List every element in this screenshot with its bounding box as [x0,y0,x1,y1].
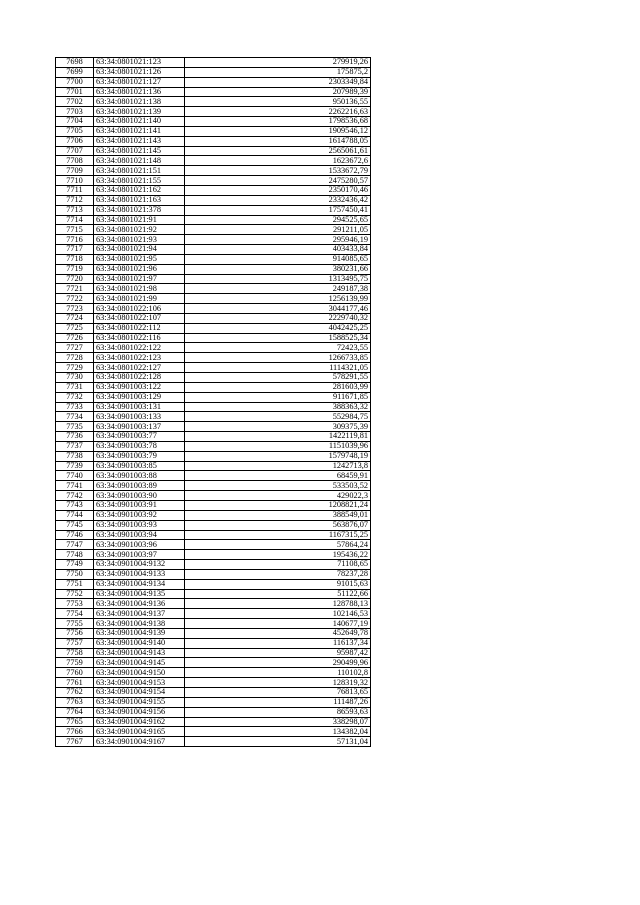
cadastral-number-cell: 63:34:0901004:9165 [94,727,185,737]
cadastral-number-cell: 63:34:0901004:9133 [94,569,185,579]
cadastral-number-cell: 63:34:0801021:163 [94,195,185,205]
cadastral-value-cell: 1313495,75 [185,274,371,284]
row-number-cell: 7738 [56,451,94,461]
cadastral-value-cell: 1757450,41 [185,205,371,215]
cadastral-number-cell: 63:34:0901003:77 [94,432,185,442]
cadastral-value-cell: 72423,55 [185,343,371,353]
table-body [56,58,371,747]
cadastral-number-cell: 63:34:0901004:9153 [94,678,185,688]
table-row [56,343,371,353]
row-number-cell: 7762 [56,688,94,698]
table-row [56,619,371,629]
cadastral-number-cell: 63:34:0901004:9134 [94,579,185,589]
cadastral-number-cell: 63:34:0901004:9150 [94,668,185,678]
row-number-cell: 7749 [56,560,94,570]
cadastral-number-cell: 63:34:0801021:123 [94,58,185,68]
cadastral-value-cell: 429022,3 [185,491,371,501]
cadastral-number-cell: 63:34:0901004:9132 [94,560,185,570]
cadastral-value-cell: 914085,65 [185,254,371,264]
table-row [56,668,371,678]
row-number-cell: 7716 [56,235,94,245]
row-number-cell: 7751 [56,579,94,589]
cadastral-value-cell: 290499,96 [185,658,371,668]
cadastral-value-cell: 388549,01 [185,510,371,520]
cadastral-value-cell: 2475280,57 [185,176,371,186]
row-number-cell: 7746 [56,530,94,540]
cadastral-value-cell: 2332436,42 [185,195,371,205]
table-row [56,235,371,245]
row-number-cell: 7755 [56,619,94,629]
table-row [56,441,371,451]
cadastral-value-cell: 309375,39 [185,422,371,432]
cadastral-number-cell: 63:34:0801021:140 [94,117,185,127]
table-row [56,432,371,442]
row-number-cell: 7729 [56,363,94,373]
row-number-cell: 7747 [56,540,94,550]
table-row [56,77,371,87]
table-row [56,146,371,156]
cadastral-number-cell: 63:34:0801021:155 [94,176,185,186]
cadastral-value-cell: 295946,19 [185,235,371,245]
cadastral-value-cell: 128319,32 [185,678,371,688]
row-number-cell: 7722 [56,294,94,304]
row-number-cell: 7758 [56,648,94,658]
cadastral-number-cell: 63:34:0801022:127 [94,363,185,373]
table-row [56,392,371,402]
cadastral-value-cell: 1533672,79 [185,166,371,176]
cadastral-number-cell: 63:34:0801022:116 [94,333,185,343]
cadastral-number-cell: 63:34:0901004:9135 [94,589,185,599]
cadastral-number-cell: 63:34:0801021:95 [94,254,185,264]
table-row [56,294,371,304]
table-row [56,697,371,707]
cadastral-value-cell: 1798536,68 [185,117,371,127]
table-row [56,313,371,323]
table-row [56,107,371,117]
table-row [56,500,371,510]
cadastral-number-cell: 63:34:0901004:9145 [94,658,185,668]
cadastral-value-cell: 111487,26 [185,697,371,707]
cadastral-value-cell: 78237,28 [185,569,371,579]
cadastral-value-cell: 102146,53 [185,609,371,619]
table-row [56,451,371,461]
cadastral-value-cell: 552984,75 [185,412,371,422]
cadastral-number-cell: 63:34:0901004:9138 [94,619,185,629]
table-row [56,185,371,195]
row-number-cell: 7712 [56,195,94,205]
cadastral-number-cell: 63:34:0901003:122 [94,382,185,392]
cadastral-number-cell: 63:34:0801021:145 [94,146,185,156]
cadastral-number-cell: 63:34:0901003:97 [94,550,185,560]
cadastral-value-cell: 51122,66 [185,589,371,599]
row-number-cell: 7741 [56,481,94,491]
cadastral-number-cell: 63:34:0801021:92 [94,225,185,235]
row-number-cell: 7754 [56,609,94,619]
cadastral-value-cell: 2262216,63 [185,107,371,117]
table-row [56,382,371,392]
row-number-cell: 7724 [56,313,94,323]
cadastral-number-cell: 63:34:0901003:94 [94,530,185,540]
table-row [56,284,371,294]
cadastral-number-cell: 63:34:0901003:92 [94,510,185,520]
cadastral-number-cell: 63:34:0901003:131 [94,402,185,412]
row-number-cell: 7699 [56,67,94,77]
table-row [56,707,371,717]
cadastral-number-cell: 63:34:0901004:9143 [94,648,185,658]
row-number-cell: 7719 [56,264,94,274]
cadastral-value-cell: 1422119,81 [185,432,371,442]
table-row [56,245,371,255]
cadastral-value-cell: 911671,85 [185,392,371,402]
row-number-cell: 7720 [56,274,94,284]
cadastral-value-cell: 1909546,12 [185,126,371,136]
table-row [56,491,371,501]
cadastral-number-cell: 63:34:0901003:133 [94,412,185,422]
cadastral-value-cell: 2303349,84 [185,77,371,87]
cadastral-value-cell: 128788,13 [185,599,371,609]
cadastral-value-cell: 1588525,34 [185,333,371,343]
row-number-cell: 7767 [56,737,94,747]
cadastral-value-cell: 1256139,99 [185,294,371,304]
table-row [56,176,371,186]
table-row [56,58,371,68]
row-number-cell: 7700 [56,77,94,87]
table-row [56,658,371,668]
table-row [56,530,371,540]
cadastral-value-cell: 249187,38 [185,284,371,294]
cadastral-number-cell: 63:34:0801021:98 [94,284,185,294]
cadastral-value-cell: 388363,32 [185,402,371,412]
cadastral-number-cell: 63:34:0801021:136 [94,87,185,97]
table-row [56,540,371,550]
cadastral-value-cell: 91015,63 [185,579,371,589]
cadastral-number-cell: 63:34:0801021:127 [94,77,185,87]
table-row [56,628,371,638]
table-row [56,402,371,412]
row-number-cell: 7744 [56,510,94,520]
table-row [56,136,371,146]
table-row [56,727,371,737]
cadastral-value-cell: 71108,65 [185,560,371,570]
cadastral-number-cell: 63:34:0901003:85 [94,461,185,471]
table-row [56,481,371,491]
cadastral-number-cell: 63:34:0901004:9140 [94,638,185,648]
cadastral-number-cell: 63:34:0901004:9136 [94,599,185,609]
cadastral-number-cell: 63:34:0801022:122 [94,343,185,353]
cadastral-value-cell: 116137,34 [185,638,371,648]
cadastral-value-cell: 2350170,46 [185,185,371,195]
cadastral-value-cell: 279919,26 [185,58,371,68]
cadastral-value-cell: 1614788,05 [185,136,371,146]
table-row [56,520,371,530]
row-number-cell: 7714 [56,215,94,225]
cadastral-value-cell: 134382,04 [185,727,371,737]
table-row [56,323,371,333]
row-number-cell: 7718 [56,254,94,264]
cadastral-value-cell: 1579748,19 [185,451,371,461]
row-number-cell: 7703 [56,107,94,117]
table-row [56,274,371,284]
cadastral-value-cell: 1151039,96 [185,441,371,451]
table-row [56,609,371,619]
table-row [56,599,371,609]
table-row [56,589,371,599]
cadastral-value-cell: 57131,04 [185,737,371,747]
table-row [56,215,371,225]
row-number-cell: 7725 [56,323,94,333]
cadastral-value-cell: 1242713,8 [185,461,371,471]
row-number-cell: 7711 [56,185,94,195]
table-row [56,688,371,698]
row-number-cell: 7713 [56,205,94,215]
cadastral-value-cell: 207989,39 [185,87,371,97]
row-number-cell: 7764 [56,707,94,717]
row-number-cell: 7765 [56,717,94,727]
table-row [56,550,371,560]
cadastral-value-cell: 86593,63 [185,707,371,717]
row-number-cell: 7740 [56,471,94,481]
cadastral-value-cell: 2565061,61 [185,146,371,156]
row-number-cell: 7750 [56,569,94,579]
cadastral-number-cell: 63:34:0901003:137 [94,422,185,432]
cadastral-value-cell: 403433,84 [185,245,371,255]
cadastral-value-cell: 1114321,05 [185,363,371,373]
cadastral-value-cell: 294525,65 [185,215,371,225]
row-number-cell: 7717 [56,245,94,255]
row-number-cell: 7756 [56,628,94,638]
table-row [56,353,371,363]
cadastral-number-cell: 63:34:0901004:9155 [94,697,185,707]
cadastral-number-cell: 63:34:0801021:97 [94,274,185,284]
cadastral-value-cell: 2229740,32 [185,313,371,323]
row-number-cell: 7728 [56,353,94,363]
cadastral-number-cell: 63:34:0801021:96 [94,264,185,274]
cadastral-number-cell: 63:34:0901004:9162 [94,717,185,727]
row-number-cell: 7726 [56,333,94,343]
cadastral-value-cell: 140677,19 [185,619,371,629]
row-number-cell: 7748 [56,550,94,560]
table-row [56,717,371,727]
cadastral-number-cell: 63:34:0801021:99 [94,294,185,304]
row-number-cell: 7721 [56,284,94,294]
cadastral-number-cell: 63:34:0901003:93 [94,520,185,530]
cadastral-number-cell: 63:34:0801021:126 [94,67,185,77]
row-number-cell: 7708 [56,156,94,166]
cadastral-value-cell: 95987,42 [185,648,371,658]
row-number-cell: 7742 [56,491,94,501]
table-row [56,510,371,520]
row-number-cell: 7735 [56,422,94,432]
cadastral-number-cell: 63:34:0901003:89 [94,481,185,491]
row-number-cell: 7736 [56,432,94,442]
row-number-cell: 7766 [56,727,94,737]
cadastral-value-cell: 563876,07 [185,520,371,530]
table-row [56,422,371,432]
row-number-cell: 7715 [56,225,94,235]
cadastral-number-cell: 63:34:0801022:107 [94,313,185,323]
cadastral-number-cell: 63:34:0901003:79 [94,451,185,461]
cadastral-number-cell: 63:34:0901004:9156 [94,707,185,717]
cadastral-number-cell: 63:34:0901003:78 [94,441,185,451]
table-row [56,67,371,77]
cadastral-value-cell: 175875,2 [185,67,371,77]
cadastral-number-cell: 63:34:0901003:91 [94,500,185,510]
cadastral-number-cell: 63:34:0901003:88 [94,471,185,481]
row-number-cell: 7743 [56,500,94,510]
row-number-cell: 7704 [56,117,94,127]
row-number-cell: 7761 [56,678,94,688]
row-number-cell: 7733 [56,402,94,412]
cadastral-number-cell: 63:34:0801021:378 [94,205,185,215]
row-number-cell: 7753 [56,599,94,609]
table-row [56,569,371,579]
table-row [56,195,371,205]
row-number-cell: 7727 [56,343,94,353]
table-row [56,363,371,373]
table-row [56,264,371,274]
cadastral-number-cell: 63:34:0901003:96 [94,540,185,550]
table-row [56,579,371,589]
cadastral-value-cell: 950136,55 [185,97,371,107]
cadastral-number-cell: 63:34:0801022:123 [94,353,185,363]
cadastral-value-cell: 1167315,25 [185,530,371,540]
row-number-cell: 7706 [56,136,94,146]
cadastral-value-cell: 291211,05 [185,225,371,235]
table-row [56,412,371,422]
cadastral-number-cell: 63:34:0901003:129 [94,392,185,402]
table-row [56,97,371,107]
table-row [56,648,371,658]
cadastral-value-cell: 380231,66 [185,264,371,274]
cadastral-value-cell: 76813,65 [185,688,371,698]
cadastral-value-cell: 533503,52 [185,481,371,491]
cadastral-number-cell: 63:34:0901004:9139 [94,628,185,638]
row-number-cell: 7745 [56,520,94,530]
row-number-cell: 7734 [56,412,94,422]
cadastral-value-cell: 68459,91 [185,471,371,481]
row-number-cell: 7730 [56,373,94,383]
cadastral-value-cell: 452649,78 [185,628,371,638]
cadastral-value-cell: 4042425,25 [185,323,371,333]
table-row [56,225,371,235]
row-number-cell: 7702 [56,97,94,107]
cadastral-number-cell: 63:34:0901004:9167 [94,737,185,747]
table-row [56,304,371,314]
row-number-cell: 7709 [56,166,94,176]
row-number-cell: 7760 [56,668,94,678]
table-row [56,156,371,166]
cadastral-number-cell: 63:34:0901004:9154 [94,688,185,698]
row-number-cell: 7698 [56,58,94,68]
table-row [56,117,371,127]
cadastral-number-cell: 63:34:0901003:90 [94,491,185,501]
table-row [56,205,371,215]
cadastral-number-cell: 63:34:0901004:9137 [94,609,185,619]
cadastral-number-cell: 63:34:0801021:91 [94,215,185,225]
table-row [56,560,371,570]
cadastral-value-cell: 338298,07 [185,717,371,727]
table-row [56,678,371,688]
table-row [56,471,371,481]
cadastral-number-cell: 63:34:0801021:143 [94,136,185,146]
cadastral-value-cell: 1208821,24 [185,500,371,510]
row-number-cell: 7763 [56,697,94,707]
cadastral-number-cell: 63:34:0801022:112 [94,323,185,333]
table-row [56,638,371,648]
row-number-cell: 7739 [56,461,94,471]
cadastral-value-cell: 57864,24 [185,540,371,550]
cadastral-number-cell: 63:34:0801022:128 [94,373,185,383]
row-number-cell: 7732 [56,392,94,402]
cadastral-number-cell: 63:34:0801021:138 [94,97,185,107]
cadastral-number-cell: 63:34:0801021:141 [94,126,185,136]
cadastral-number-cell: 63:34:0801022:106 [94,304,185,314]
table-row [56,87,371,97]
table-row [56,126,371,136]
table-row [56,254,371,264]
cadastral-number-cell: 63:34:0801021:162 [94,185,185,195]
cadastral-value-table [55,57,371,747]
cadastral-value-cell: 110102,8 [185,668,371,678]
table-row [56,461,371,471]
cadastral-value-cell: 1266733,85 [185,353,371,363]
table-row [56,373,371,383]
table-row [56,737,371,747]
row-number-cell: 7737 [56,441,94,451]
row-number-cell: 7757 [56,638,94,648]
row-number-cell: 7705 [56,126,94,136]
row-number-cell: 7752 [56,589,94,599]
row-number-cell: 7701 [56,87,94,97]
cadastral-value-cell: 3044177,46 [185,304,371,314]
cadastral-number-cell: 63:34:0801021:93 [94,235,185,245]
table-row [56,333,371,343]
row-number-cell: 7759 [56,658,94,668]
cadastral-value-cell: 578291,55 [185,373,371,383]
cadastral-number-cell: 63:34:0801021:94 [94,245,185,255]
cadastral-number-cell: 63:34:0801021:148 [94,156,185,166]
table-row [56,166,371,176]
row-number-cell: 7710 [56,176,94,186]
row-number-cell: 7723 [56,304,94,314]
cadastral-value-cell: 1623672,6 [185,156,371,166]
row-number-cell: 7707 [56,146,94,156]
cadastral-value-cell: 281603,99 [185,382,371,392]
cadastral-number-cell: 63:34:0801021:139 [94,107,185,117]
row-number-cell: 7731 [56,382,94,392]
cadastral-number-cell: 63:34:0801021:151 [94,166,185,176]
cadastral-value-cell: 195436,22 [185,550,371,560]
